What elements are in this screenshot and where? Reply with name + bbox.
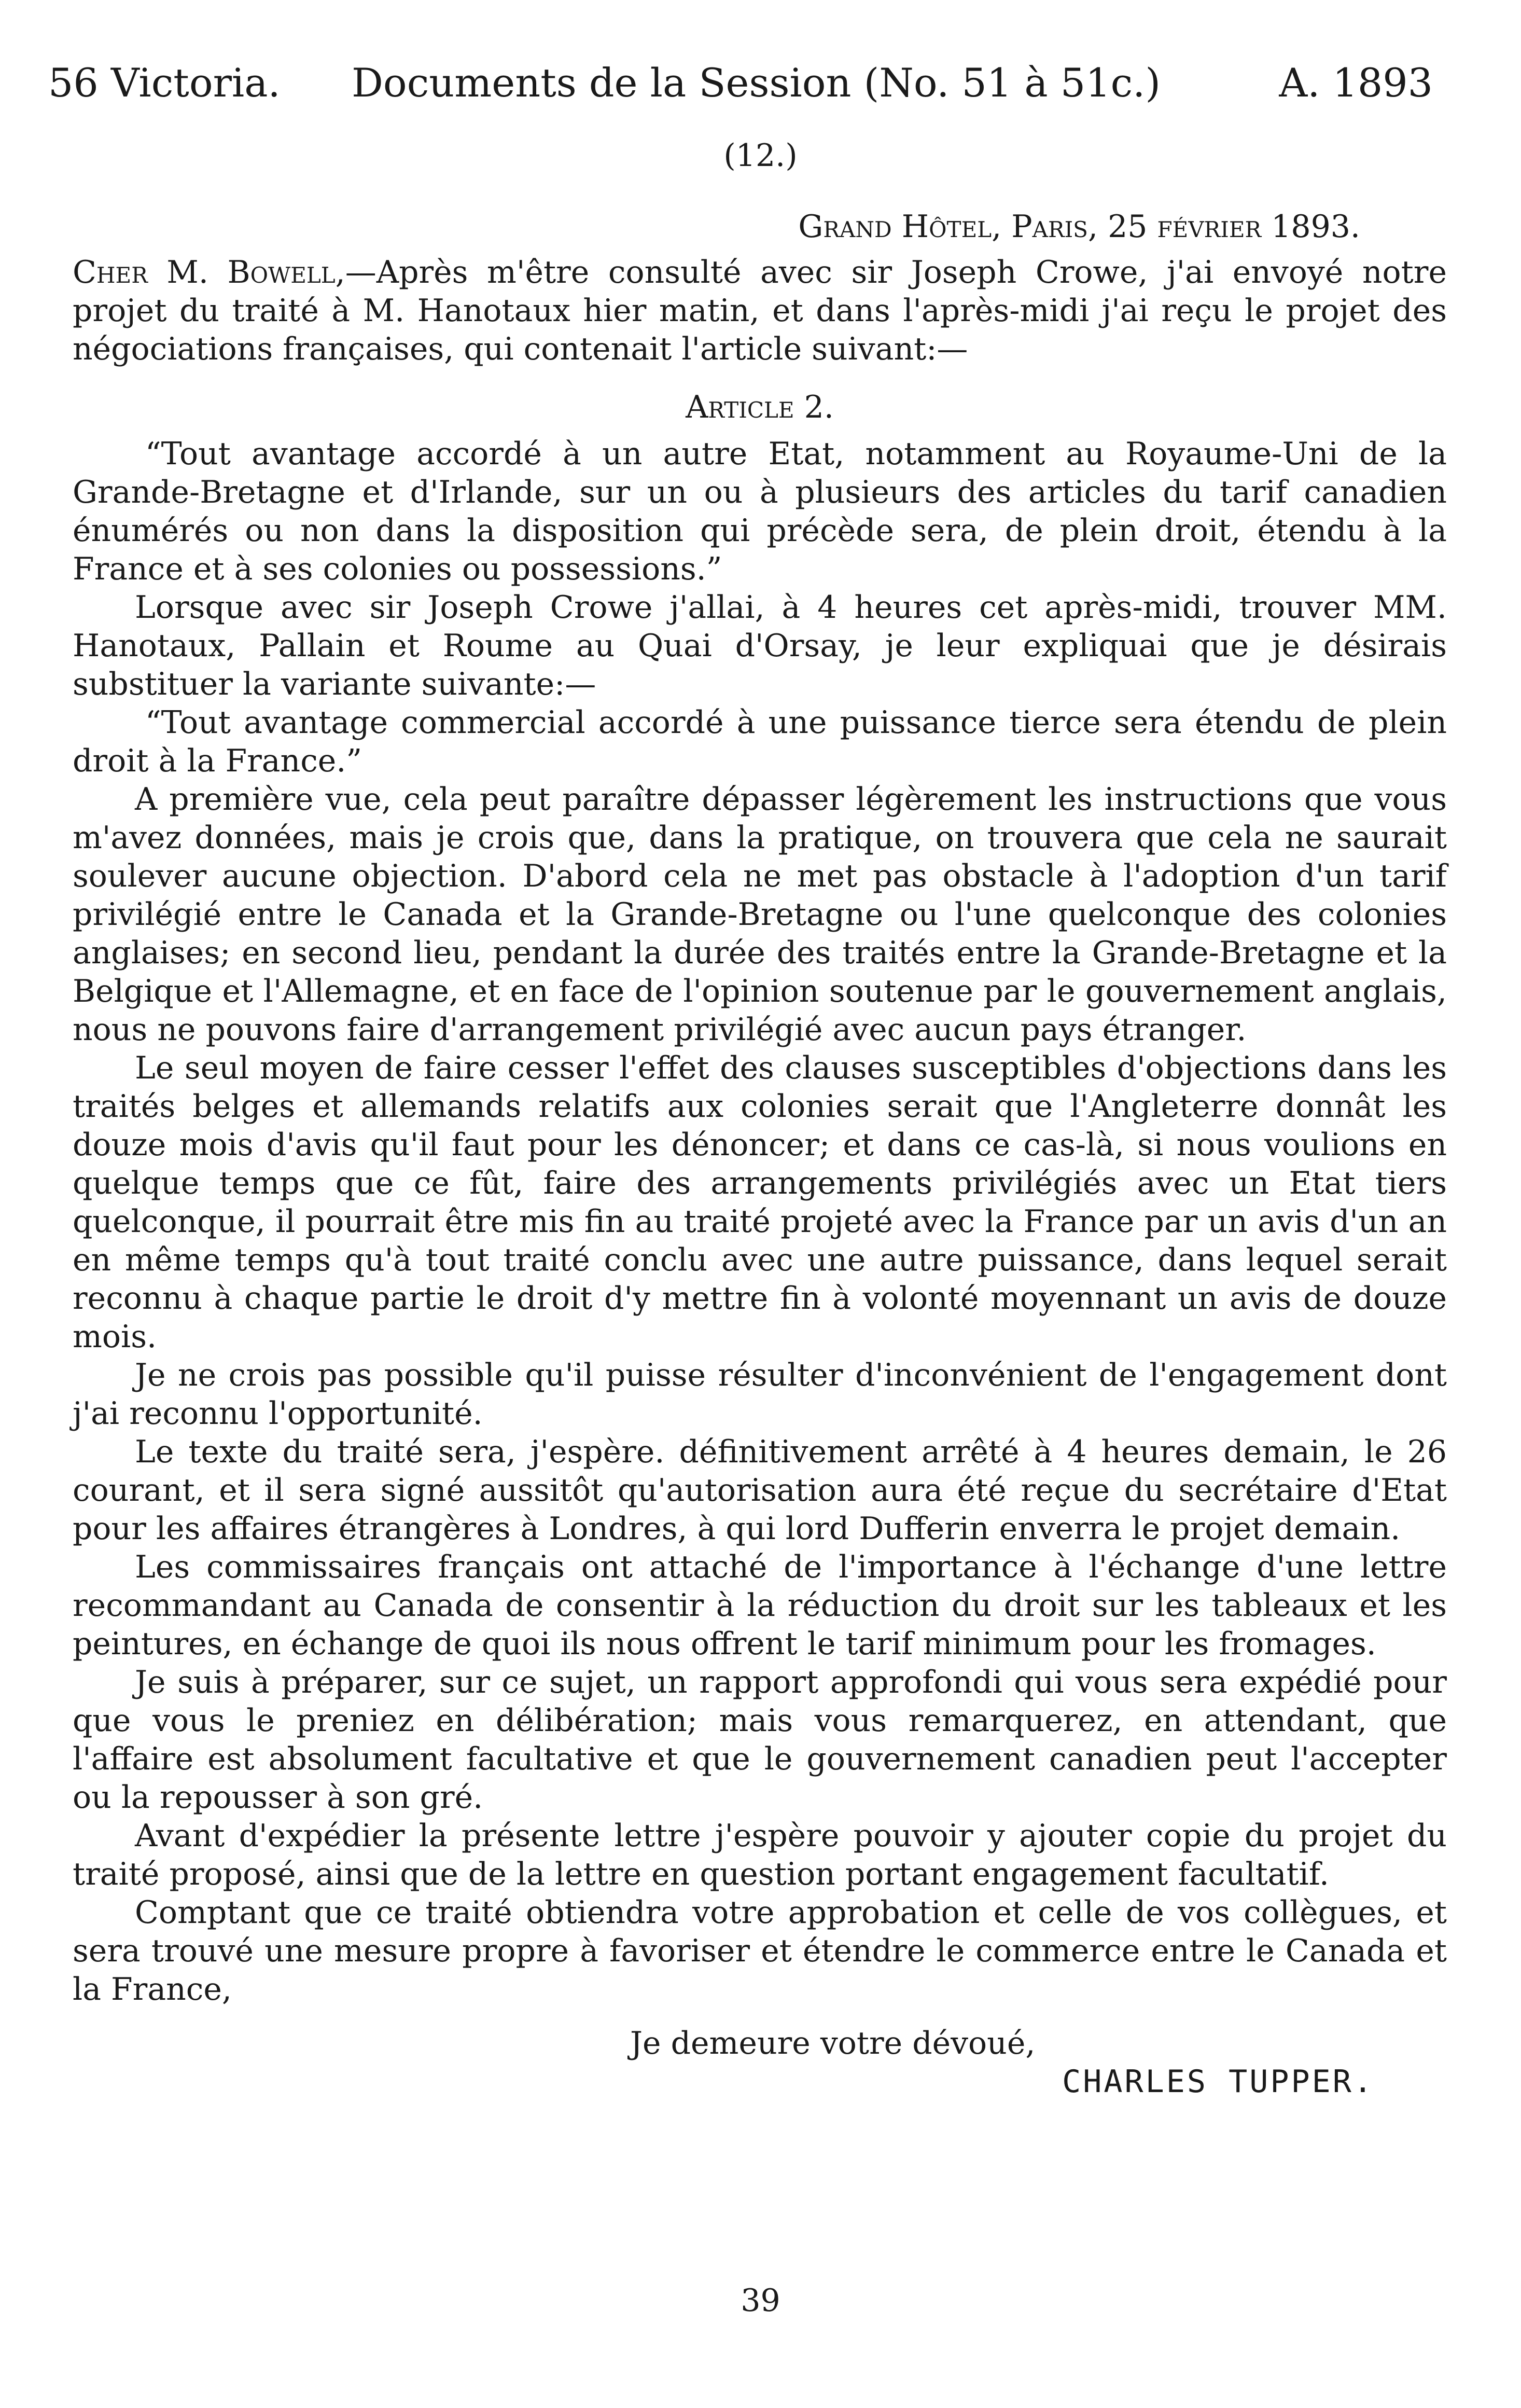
quoted-variant: “Tout avantage commercial accordé à une puissance tierce sera étendu de plein droit à la France.” [73,704,1447,779]
paragraph: Les commissaires français ont attaché de l'importance à l'échange d'une lettre recommandant au Canada de consentir à la réduction du droit sur les tableaux et les peintures, en échange de quoi ils nous offrent le tarif minimum pour les fromages. [73,1549,1447,1662]
place-date-line: Grand Hôtel, Paris, 25 février 1893. [798,209,1360,245]
header-session: 56 Victoria. [48,60,281,106]
header-year: A. 1893 [1279,60,1433,106]
salutation: Cher M. Bowell, [73,254,345,290]
header-title: Documents de la Session (No. 51 à 51c.) [352,60,1161,106]
paragraph: Je ne crois pas possible qu'il puisse résulter d'inconvénient de l'engagement dont j'ai reconnu l'opportunité. [73,1357,1447,1432]
paragraph: Le texte du traité sera, j'espère. définitivement arrêté à 4 heures demain, le 26 courant, et il sera signé aussitôt qu'autorisation aura été reçue du secrétaire d'Etat pour les affaires étrangères à Londres, à qui lord Dufferin enverra le projet demain. [73,1434,1447,1547]
page-number: 39 [741,2282,780,2319]
paragraph-text: —Après m'être consulté avec sir Joseph Crowe, j'ai envoyé notre projet du traité à M. Hanotaux hier matin, et dans l'après-midi j'ai reçu le projet des négociations françaises, qui contenait l'article suivant:— [73,254,1447,367]
paragraph: Le seul moyen de faire cesser l'effet des clauses susceptibles d'objections dans les traités belges et allemands relatifs aux colonies serait que l'Angleterre donnât les douze mois d'avis qu'il faut pour les dénoncer; et dans ce cas-là, si nous voulions en quelque temps que ce fût, faire des arrangements privilégiés avec un Etat tiers quelconque, il pourrait être mis fin au traité projeté avec la France par un avis d'un an en même temps qu'à tout traité conclu avec une autre puissance, dans lequel serait reconnu à chaque partie le droit d'y mettre fin à volonté moyennant un avis de douze mois. [73,1050,1447,1355]
quoted-article: “Tout avantage accordé à un autre Etat, notamment au Royaume-Uni de la Grande-Bretagne et d'Irlande, sur un ou à plusieurs des articles du tarif canadien énumérés ou non dans la disposition qui précède sera, de plein droit, étendu à la France et à ses colonies ou possessions.” [73,436,1447,587]
paragraph: Lorsque avec sir Joseph Crowe j'allai, à 4 heures cet après-midi, trouver MM. Hanotaux, Pallain et Roume au Quai d'Orsay, je leur expliquai que je désirais substituer la variante suivante:— [73,589,1447,702]
paragraph: Avant d'expédier la présente lettre j'espère pouvoir y ajouter copie du projet du traité proposé, ainsi que de la lettre en question portant engagement facultatif. [73,1818,1447,1892]
closing-paragraph: Comptant que ce traité obtiendra votre approbation et celle de vos collègues, et sera trouvé une mesure propre à favoriser et étendre le commerce entre le Canada et la France, [73,1894,1447,2008]
valediction: Je demeure votre dévoué, [630,2025,1036,2061]
document-number: (12.) [723,137,798,174]
running-header [48,58,1433,108]
paragraph: A première vue, cela peut paraître dépasser légèrement les instructions que vous m'avez données, mais je crois que, dans la pratique, on trouvera que cela ne saurait soulever aucune objection. D'abord cela ne met pas obstacle à l'adoption d'un tarif privilégié entre le Canada et la Grande-Bretagne ou l'une quelconque des colonies anglaises; en second lieu, pendant la durée des traités entre la Grande-Bretagne et la Belgique et l'Allemagne, et en face de l'opinion soutenue par le gouvernement anglais, nous ne pouvons faire d'arrangement privilégié avec aucun pays étranger. [73,781,1447,1048]
article-heading: Article 2. [686,389,834,425]
opening-paragraph [73,253,1447,368]
letter-body [73,253,1447,2101]
paragraph: Je suis à préparer, sur ce sujet, un rapport approfondi qui vous sera expédié pour que vous le preniez en délibération; mais vous remarquerez, en attendant, que l'affaire est absolument facultative et que le gouvernement canadien peut l'accepter ou la repousser à son gré. [73,1664,1447,1816]
signature: CHARLES TUPPER. [1062,2064,1374,2100]
